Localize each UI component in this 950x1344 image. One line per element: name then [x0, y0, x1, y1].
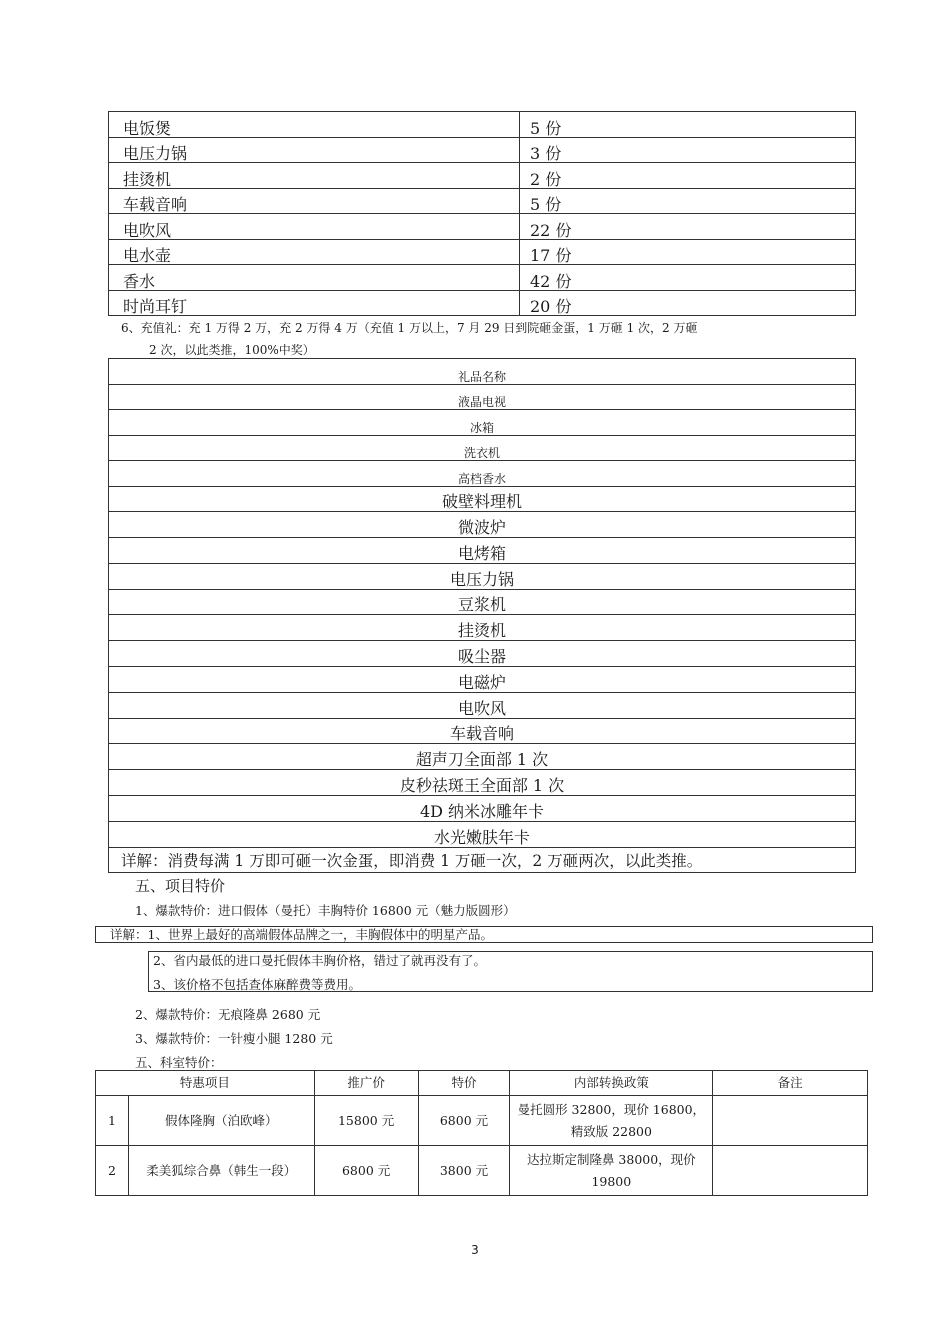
- table-header-row: [96, 1071, 868, 1096]
- gift-item: 挂烫机: [109, 615, 856, 641]
- gift-item: 冰箱: [109, 410, 856, 436]
- row-item: 假体隆胸（泊欧峰）: [128, 1096, 314, 1146]
- page-number: 3: [471, 1243, 479, 1257]
- table-row: [109, 137, 856, 163]
- table-row: [109, 512, 856, 538]
- table-row: [109, 847, 856, 872]
- table-row: [109, 615, 856, 641]
- table-row: [96, 1146, 868, 1196]
- gift-item: 电烤箱: [109, 538, 856, 564]
- table-row: [109, 112, 856, 138]
- prize-qty: 20 份: [520, 290, 856, 316]
- table-row: [109, 538, 856, 564]
- prize-name: 电饭煲: [109, 112, 520, 138]
- prize-table: [108, 111, 856, 316]
- table-row: [109, 435, 856, 461]
- section-title: 五、项目特价: [135, 877, 226, 895]
- table-row: [109, 359, 856, 385]
- detail-line-1: 详解：1、世界上最好的高端假体品牌之一，丰胸假体中的明星产品。: [110, 927, 493, 942]
- row-promo-price: 15800 元: [314, 1096, 418, 1146]
- gift-header: 礼品名称: [109, 359, 856, 385]
- table-row: [109, 796, 856, 822]
- prize-qty: 5 份: [520, 188, 856, 214]
- gift-item: 高档香水: [109, 461, 856, 487]
- table-row: [109, 563, 856, 589]
- table-row: [109, 486, 856, 512]
- table-row: [109, 214, 856, 240]
- row-promo-price: 6800 元: [314, 1146, 418, 1196]
- gift-item: 超声刀全面部 1 次: [109, 744, 856, 770]
- prize-qty: 5 份: [520, 112, 856, 138]
- gift-detail: 详解：消费每满 1 万即可砸一次金蛋，即消费 1 万砸一次，2 万砸两次，以此类推。: [109, 847, 856, 872]
- gift-item: 液晶电视: [109, 384, 856, 410]
- prize-name: 电水壶: [109, 239, 520, 265]
- table-row: [109, 239, 856, 265]
- row-remark: [713, 1146, 868, 1196]
- table-row: [109, 667, 856, 693]
- gift-item: 豆浆机: [109, 589, 856, 615]
- table-row: [109, 821, 856, 847]
- special-item-3: 3、爆款特价：一针瘦小腿 1280 元: [135, 1031, 333, 1046]
- table-row: [109, 290, 856, 316]
- table-row: [109, 641, 856, 667]
- table-row: [109, 589, 856, 615]
- prize-qty: 42 份: [520, 265, 856, 291]
- row-policy: [510, 1096, 713, 1146]
- gift-item: 车载音响: [109, 718, 856, 744]
- prize-name: 电吹风: [109, 214, 520, 240]
- detail-box-2: [148, 951, 873, 992]
- gift-item: 水光嫩肤年卡: [109, 821, 856, 847]
- gift-item: 4D 纳米冰雕年卡: [109, 796, 856, 822]
- table-row: [109, 461, 856, 487]
- policy-line-1: 达拉斯定制隆鼻 38000，现价: [526, 1151, 696, 1167]
- policy-line-2: 19800: [591, 1173, 632, 1189]
- detail-line-2: 2、省内最低的进口曼托假体丰胸价格，错过了就再没有了。: [153, 953, 486, 968]
- row-special-price: 3800 元: [418, 1146, 510, 1196]
- detail-line-3: 3、该价格不包括查体麻醉费等费用。: [153, 977, 361, 992]
- dept-special-table: [95, 1070, 868, 1196]
- prize-qty: 17 份: [520, 239, 856, 265]
- gift-item: 洗衣机: [109, 435, 856, 461]
- table-row: [109, 384, 856, 410]
- gift-item: 吸尘器: [109, 641, 856, 667]
- row-number: 1: [96, 1096, 129, 1146]
- gift-item: 皮秒祛斑王全面部 1 次: [109, 770, 856, 796]
- table-row: [109, 744, 856, 770]
- prize-name: 电压力锅: [109, 137, 520, 163]
- gift-item: 电吹风: [109, 692, 856, 718]
- prize-qty: 22 份: [520, 214, 856, 240]
- col-header-special: 特价: [418, 1071, 510, 1096]
- prize-name: 车载音响: [109, 188, 520, 214]
- col-header-promo: 推广价: [314, 1071, 418, 1096]
- row-remark: [713, 1096, 868, 1146]
- gift-item: 微波炉: [109, 512, 856, 538]
- table-row: [96, 1096, 868, 1146]
- table-row: [109, 188, 856, 214]
- col-header-item: 特惠项目: [96, 1071, 315, 1096]
- col-header-remark: 备注: [713, 1071, 868, 1096]
- gift-table: [108, 358, 856, 873]
- row-special-price: 6800 元: [418, 1096, 510, 1146]
- row-number: 2: [96, 1146, 129, 1196]
- prize-name: 挂烫机: [109, 163, 520, 189]
- table-row: [109, 410, 856, 436]
- special-item-2: 2、爆款特价：无痕隆鼻 2680 元: [135, 1007, 321, 1022]
- recharge-note-line1: 6、充值礼：充 1 万得 2 万，充 2 万得 4 万（充值 1 万以上，7 月 29 日到院砸金蛋，1 万砸 1 次，2 万砸: [121, 321, 698, 335]
- table-row: [109, 770, 856, 796]
- detail-box-1: [95, 926, 873, 943]
- table-row: [109, 718, 856, 744]
- row-item: 柔美狐综合鼻（韩生一段）: [128, 1146, 314, 1196]
- prize-qty: 3 份: [520, 137, 856, 163]
- dept-section-title: 五、科室特价：: [135, 1055, 223, 1070]
- prize-name: 香水: [109, 265, 520, 291]
- prize-name: 时尚耳钉: [109, 290, 520, 316]
- recharge-note-line2: 2 次，以此类推，100%中奖）: [149, 343, 315, 357]
- gift-item: 电磁炉: [109, 667, 856, 693]
- table-row: [109, 692, 856, 718]
- row-policy: [510, 1146, 713, 1196]
- gift-item: 破壁料理机: [109, 486, 856, 512]
- policy-line-2: 精致版 22800: [570, 1123, 652, 1139]
- col-header-policy: 内部转换政策: [510, 1071, 713, 1096]
- policy-line-1: 曼托圆形 32800，现价 16800，: [517, 1101, 706, 1117]
- table-row: [109, 163, 856, 189]
- gift-item: 电压力锅: [109, 563, 856, 589]
- special-item-1: 1、爆款特价：进口假体（曼托）丰胸特价 16800 元（魅力版圆形）: [135, 903, 516, 918]
- prize-qty: 2 份: [520, 163, 856, 189]
- table-row: [109, 265, 856, 291]
